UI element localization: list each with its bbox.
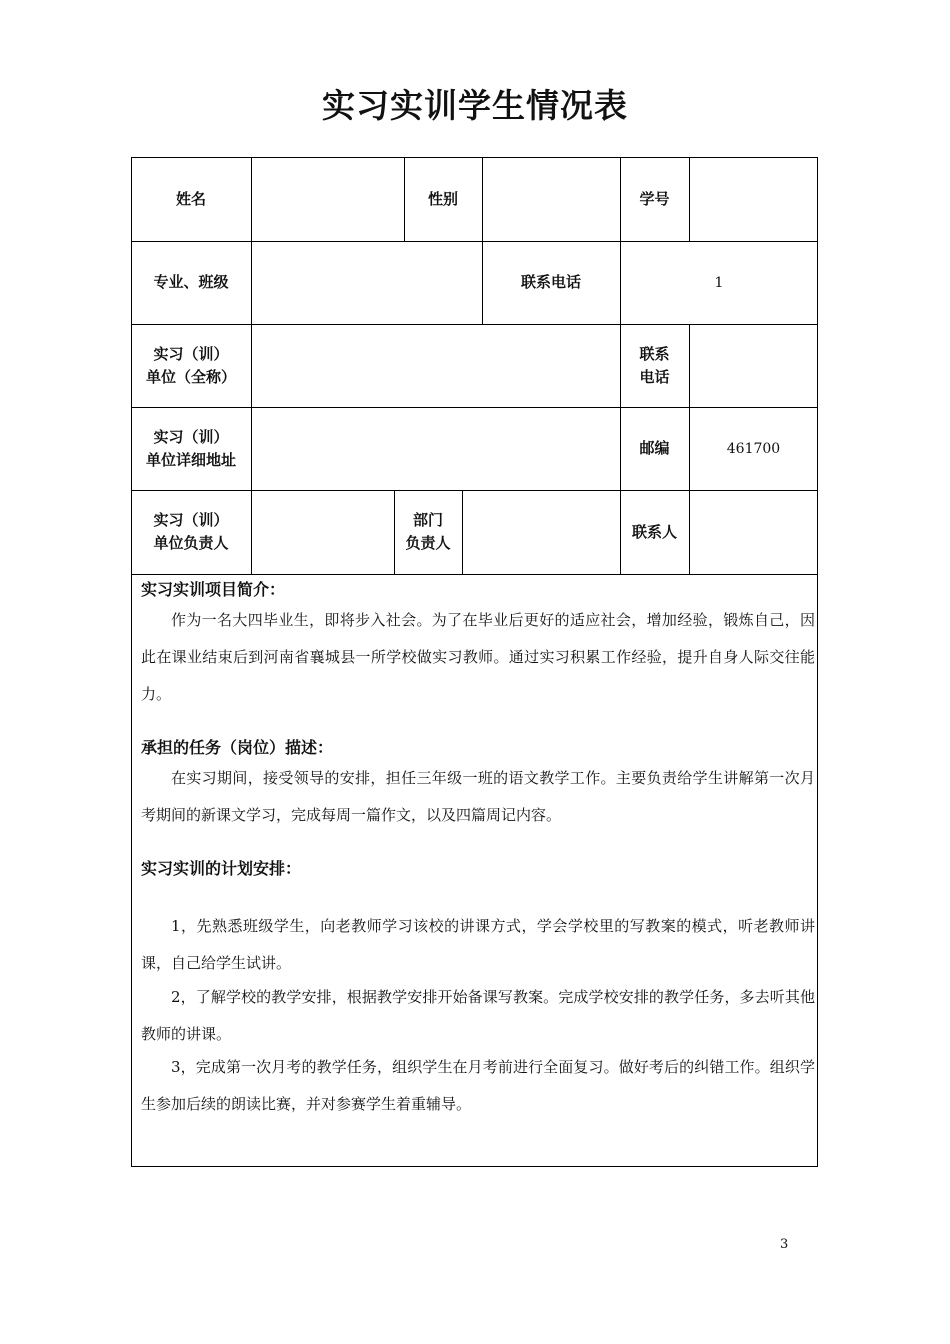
unit-address-label	[131, 407, 251, 490]
postcode-label: 邮编	[639, 439, 670, 457]
student-id-label: 学号	[639, 189, 670, 208]
gender-label: 性别	[427, 189, 458, 208]
unit-address-label-line1: 实习（训）	[153, 427, 229, 446]
plan-item-3: 3，完成第一次月考的教学任务，组织学生在月考前进行全面复习。做好考后的纠错工作。组织学生参加后续的朗读比赛，并对参赛学生着重辅导。	[141, 1058, 815, 1113]
dept-leader-field[interactable]	[463, 491, 620, 574]
plan-item-1: 1，先熟悉班级学生，向老教师学习该校的讲课方式，学会学校里的写教案的模式，听老教师讲课，自己给学生试讲。	[141, 917, 815, 972]
phone-label: 联系电话	[520, 273, 581, 291]
unit-leader-field[interactable]	[252, 491, 394, 574]
unit-phone-label	[620, 324, 689, 407]
name-field[interactable]	[252, 158, 404, 241]
student-id-field[interactable]	[690, 158, 817, 241]
unit-address-label-line2: 单位详细地址	[145, 450, 236, 469]
major-class-field[interactable]	[252, 242, 482, 324]
unit-name-label	[131, 324, 251, 407]
gender-field[interactable]	[483, 158, 620, 241]
contact-field[interactable]	[690, 491, 817, 574]
postcode-value[interactable]: 461700	[726, 440, 781, 457]
unit-leader-label-line1: 实习（训）	[153, 511, 229, 529]
unit-leader-label-line2: 单位负责人	[153, 534, 229, 552]
dept-leader-label	[394, 490, 462, 574]
dept-leader-label-line1: 部门	[412, 511, 443, 529]
page-title: 实习实训学生情况表	[322, 86, 628, 125]
intro-text: 作为一名大四毕业生，即将步入社会。为了在毕业后更好的适应社会，增加经验，锻炼自己，因此在课业结束后到河南省襄城县一所学校做实习教师。通过实习积累工作经验，提升自身人际交往能力。	[141, 611, 815, 703]
unit-name-field[interactable]	[252, 325, 620, 407]
dept-leader-label-line2: 负责人	[405, 534, 451, 552]
intro-heading: 实习实训项目简介：	[141, 580, 286, 599]
unit-phone-label-line1: 联系	[639, 344, 670, 363]
unit-leader-label	[131, 490, 251, 574]
unit-name-label-line2: 单位（全称）	[145, 367, 236, 386]
name-label: 姓名	[175, 189, 206, 208]
unit-name-label-line1: 实习（训）	[153, 344, 229, 363]
major-class-label: 专业、班级	[153, 273, 229, 291]
unit-phone-field[interactable]	[690, 325, 817, 407]
unit-address-field[interactable]	[252, 408, 620, 490]
plan-item-2: 2，了解学校的教学安排，根据教学安排开始备课写教案。完成学校安排的教学任务，多去听其他教师的讲课。	[141, 988, 815, 1043]
task-text: 在实习期间，接受领导的安排，担任三年级一班的语文教学工作。主要负责给学生讲解第一次月考期间的新课文学习，完成每周一篇作文，以及四篇周记内容。	[141, 769, 815, 824]
task-heading: 承担的任务（岗位）描述：	[141, 738, 334, 757]
row-divider	[131, 574, 818, 575]
unit-phone-label-line2: 电话	[639, 367, 670, 386]
phone-value[interactable]: 1	[714, 274, 724, 291]
contact-label: 联系人	[631, 522, 677, 541]
page-number: 3	[780, 1237, 789, 1252]
plan-heading: 实习实训的计划安排：	[141, 859, 302, 878]
